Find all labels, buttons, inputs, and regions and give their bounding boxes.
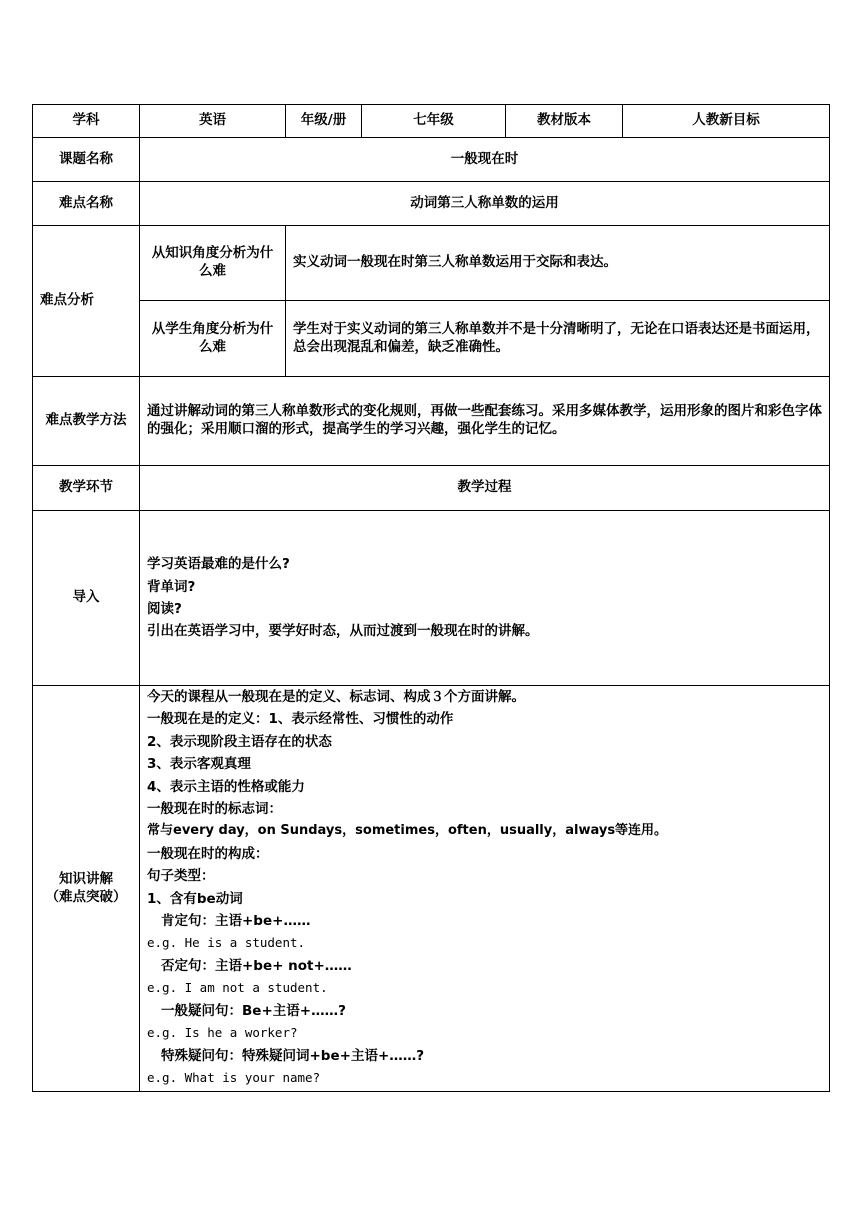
analysis-row-student	[33, 301, 830, 377]
knowledge-content	[140, 686, 830, 1092]
knowledge-line: 一般现在时的构成：	[147, 845, 269, 862]
grade-label: 年级/册	[286, 105, 362, 138]
knowledge-line: 否定句：主语+be+ not+……	[161, 957, 352, 974]
knowledge-line: 今天的课程从一般现在是的定义、标志词、构成３个方面讲解。	[147, 689, 525, 705]
example-sentence: e.g. He is a student.	[147, 935, 306, 951]
stage-row	[33, 466, 830, 511]
example-sentence: e.g. Is he a worker?	[147, 1025, 298, 1041]
student-angle-label: 从学生角度分析为什么难	[140, 301, 286, 377]
analysis-row-knowledge	[33, 226, 830, 301]
topic-row	[33, 138, 830, 182]
grade-value: 七年级	[362, 105, 506, 138]
intro-label: 导入	[33, 511, 140, 686]
knowledge-label-line1: 知识讲解	[59, 870, 113, 887]
topic-label: 课题名称	[33, 138, 140, 182]
knowledge-label	[33, 686, 140, 1092]
knowledge-line: 句子类型：	[147, 868, 215, 885]
textbook-label: 教材版本	[506, 105, 623, 138]
subject-value: 英语	[140, 105, 286, 138]
textbook-value: 人教新目标	[623, 105, 830, 138]
analysis-label: 难点分析	[33, 226, 140, 377]
example-sentence: e.g. What is your name?	[147, 1069, 321, 1085]
stage-value: 教学过程	[140, 466, 830, 511]
difficulty-label: 难点名称	[33, 182, 140, 226]
knowledge-row	[33, 686, 830, 1092]
intro-content	[140, 511, 830, 686]
knowledge-line: 常与every day，on Sundays，sometimes，often，usually，always等连用。	[147, 823, 668, 839]
knowledge-line: 4、表示主语的性格或能力	[147, 778, 305, 795]
student-angle-value: 学生对于实义动词的第三人称单数并不是十分清晰明了，无论在口语表达还是书面运用，总会出现混乱和偏差，缺乏准确性。	[286, 301, 830, 377]
method-value: 通过讲解动词的第三人称单数形式的变化规则，再做一些配套练习。采用多媒体教学，运用形象的图片和彩色字体的强化；采用顺口溜的形式，提高学生的学习兴趣，强化学生的记忆。	[140, 377, 830, 466]
example-sentence: e.g. I am not a student.	[147, 980, 328, 996]
intro-line: 引出在英语学习中，要学好时态，从而过渡到一般现在时的讲解。	[147, 623, 539, 640]
lesson-plan-table	[32, 104, 830, 1092]
method-row	[33, 377, 830, 466]
knowledge-label-line2: （难点突破）	[45, 888, 127, 905]
knowledge-line: 一般现在时的标志词：	[147, 801, 282, 818]
subject-label: 学科	[33, 105, 140, 138]
topic-value: 一般现在时	[140, 138, 830, 182]
header-row	[33, 105, 830, 138]
knowledge-line: 3、表示客观真理	[147, 756, 251, 773]
intro-line: 学习英语最难的是什么?	[147, 556, 290, 573]
knowledge-line: 肯定句：主语+be+……	[161, 913, 311, 930]
intro-line: 背单词?	[147, 578, 196, 595]
stage-label: 教学环节	[33, 466, 140, 511]
difficulty-value: 动词第三人称单数的运用	[140, 182, 830, 226]
knowledge-line: 一般现在是的定义：1、表示经常性、习惯性的动作	[147, 711, 454, 728]
knowledge-angle-label: 从知识角度分析为什么难	[140, 226, 286, 301]
intro-line: 阅读?	[147, 601, 182, 617]
knowledge-line: 2、表示现阶段主语存在的状态	[147, 733, 332, 750]
intro-row	[33, 511, 830, 686]
knowledge-angle-value: 实义动词一般现在时第三人称单数运用于交际和表达。	[286, 226, 830, 301]
difficulty-row	[33, 182, 830, 226]
knowledge-line: 特殊疑问句：特殊疑问词+be+主语+……?	[161, 1047, 425, 1064]
method-label: 难点教学方法	[33, 377, 140, 466]
knowledge-line: 1、含有be动词	[147, 890, 243, 907]
knowledge-line: 一般疑问句：Be+主语+……?	[161, 1002, 346, 1019]
